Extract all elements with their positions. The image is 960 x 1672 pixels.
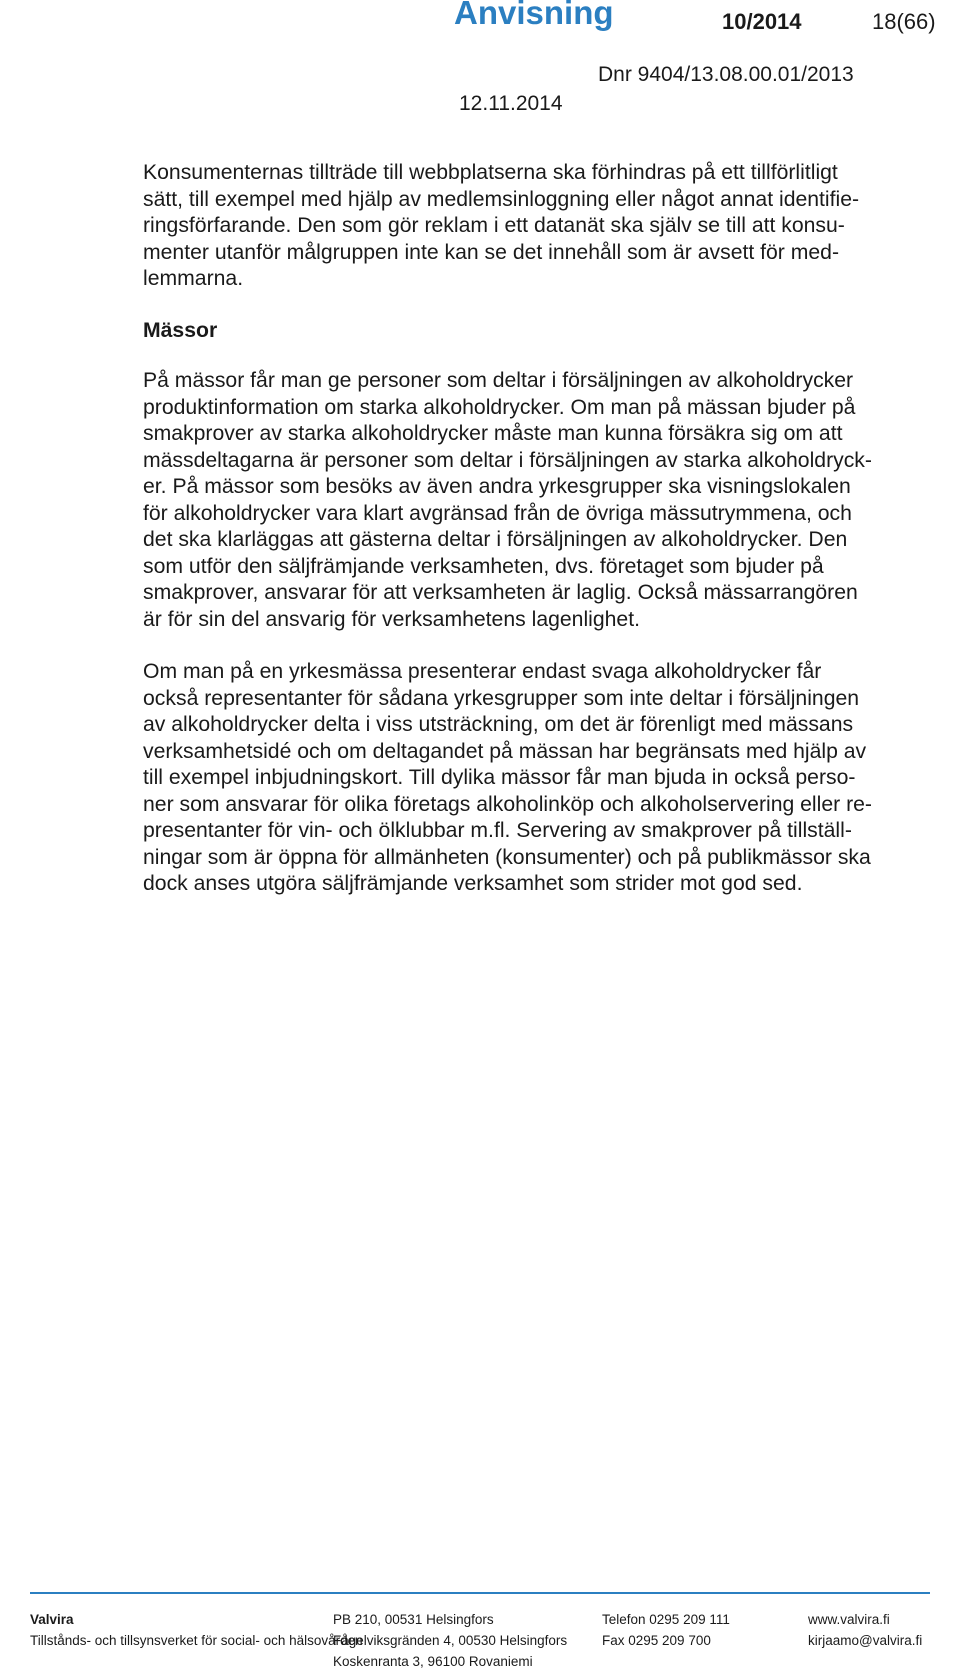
document-type-title: Anvisning <box>454 0 614 31</box>
text-line: också representanter för sådana yrkesgrupper som inte deltar i försäljningen <box>143 686 860 710</box>
fax-number: Fax 0295 209 700 <box>602 1633 711 1648</box>
organization-description: Tillstånds- och tillsynsverket för social- och hälsovården <box>30 1633 363 1648</box>
postal-address: PB 210, 00531 Helsingfors <box>333 1612 494 1627</box>
text-line: menter utanför målgruppen inte kan se det innehåll som är avsett för med- <box>143 240 840 264</box>
text-line: mässdeltagarna är personer som deltar i försäljningen av starka alkoholdryck- <box>143 448 872 472</box>
text-line: för alkoholdrycker vara klart avgränsad från de övriga mässutrymmena, och <box>143 501 852 525</box>
paragraph-consumer-access <box>143 160 943 293</box>
footer-organization <box>30 1609 363 1651</box>
phone-number: Telefon 0295 209 111 <box>602 1612 730 1627</box>
text-line: av alkoholdrycker delta i viss utsträckning, om det är förenligt med mässans <box>143 713 854 736</box>
paragraph-fairs <box>143 368 943 633</box>
text-line: produktinformation om starka alkoholdrycker. Om man på mässan bjuder på <box>143 395 856 419</box>
text-line: ner som ansvarar för olika företags alkoholinköp och alkoholservering eller re- <box>143 792 872 816</box>
document-number: 10/2014 <box>722 9 802 34</box>
text-line: smakprover, ansvarar för att verksamheten är laglig. Också mässarrangören <box>143 581 858 604</box>
document-date: 12.11.2014 <box>459 92 563 115</box>
branch-address: Koskenranta 3, 96100 Rovaniemi <box>333 1654 533 1669</box>
text-line: Konsumenternas tillträde till webbplatserna ska förhindras på ett tillförlitligt <box>143 161 838 184</box>
text-line: ringsförfarande. Den som gör reklam i ett datanät ska själv se till att konsu- <box>143 214 845 237</box>
text-line: till exempel inbjudningskort. Till dylika mässor får man bjuda in också perso- <box>143 766 856 789</box>
footer-divider <box>30 1592 930 1594</box>
text-line: som utför den säljfrämjande verksamheten, dvs. företaget som bjuder på <box>143 554 824 578</box>
text-line: smakprover av starka alkoholdrycker måste man kunna försäkra sig om att <box>143 422 843 445</box>
text-line: På mässor får man ge personer som deltar i försäljningen av alkoholdrycker <box>143 369 854 392</box>
email-link[interactable]: kirjaamo@valvira.fi <box>808 1633 923 1648</box>
footer-online <box>808 1609 922 1651</box>
footer-addresses <box>333 1609 567 1672</box>
text-line: sätt, till exempel med hjälp av medlemsinloggning eller något annat identifie- <box>143 187 860 211</box>
text-line: Om man på en yrkesmässa presenterar endast svaga alkoholdrycker får <box>143 660 822 683</box>
text-line: er. På mässor som besöks av även andra yrkesgrupper ska visningslokalen <box>143 475 851 498</box>
footer-contact-numbers <box>602 1609 730 1651</box>
diary-number: Dnr 9404/13.08.00.01/2013 <box>598 63 854 86</box>
text-line: presentanter för vin- och ölklubbar m.fl. Servering av smakprover på tillställ- <box>143 819 852 842</box>
website-link[interactable]: www.valvira.fi <box>808 1612 890 1627</box>
text-line: dock anses utgöra säljfrämjande verksamhet som strider mot god sed. <box>143 872 803 895</box>
page-number: 18(66) <box>872 9 936 34</box>
text-line: ningar som är öppna för allmänheten (konsumenter) och på publikmässor ska <box>143 845 871 869</box>
text-line: det ska klarläggas att gästerna deltar i försäljningen av alkoholdrycker. Den <box>143 528 848 551</box>
document-body <box>143 160 943 898</box>
text-line: lemmarna. <box>143 267 244 290</box>
text-line: är för sin del ansvarig för verksamhetens lagenlighet. <box>143 607 640 631</box>
street-address: Fågelviksgränden 4, 00530 Helsingfors <box>333 1633 568 1648</box>
organization-name: Valvira <box>30 1612 74 1627</box>
paragraph-trade-fairs <box>143 659 943 898</box>
text-line: verksamhetsidé och om deltagandet på mässan har begränsats med hjälp av <box>143 739 867 763</box>
section-heading: Mässor <box>143 318 218 342</box>
